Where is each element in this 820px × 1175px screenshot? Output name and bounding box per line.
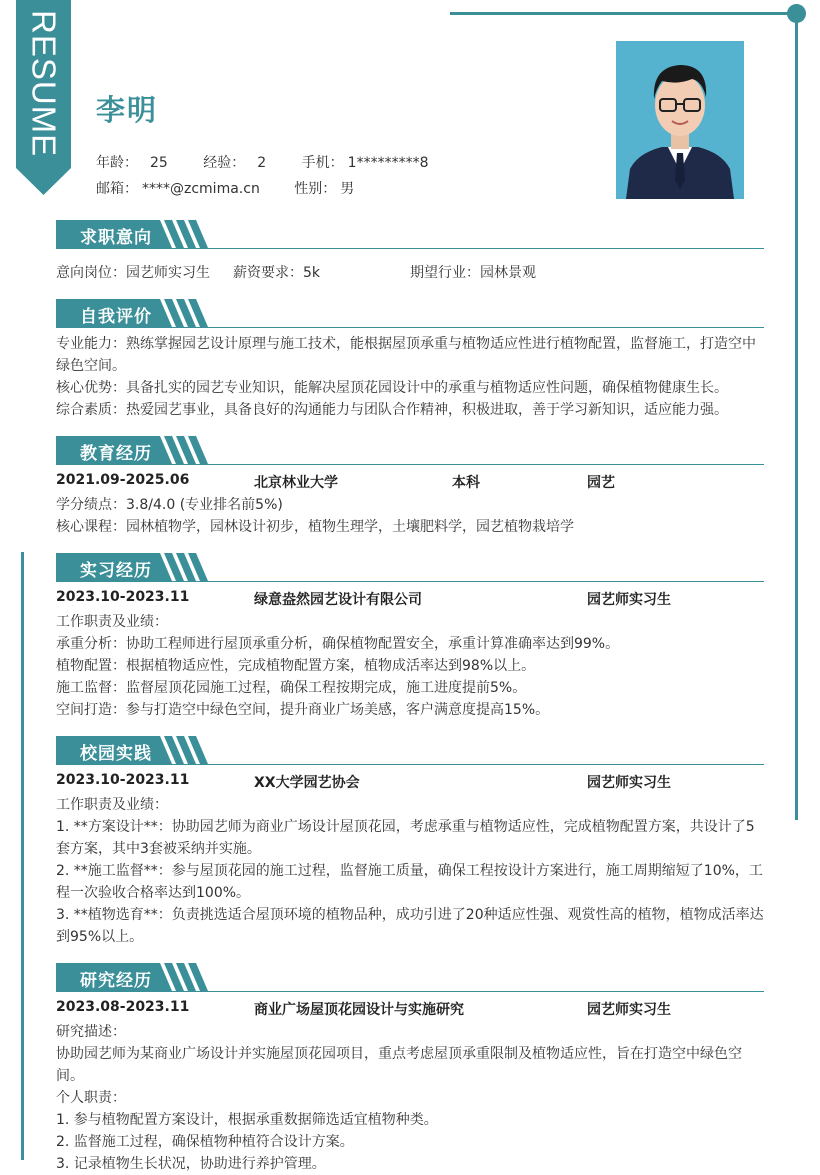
right-decor-line (795, 15, 798, 820)
section-rule (56, 248, 764, 249)
education-details (56, 494, 766, 538)
section-header-internship (56, 553, 764, 583)
research-line: 协助园艺师为某商业广场设计并实施屋顶花园项目，重点考虑屋顶承重限制及植物适应性，旨在打造空中绿色空间。 (56, 1046, 742, 1084)
campus-line: 1. **方案设计**：协助园艺师为商业广场设计屋顶花园，考虑承重与植物适应性，完成植物配置方案，共设计了5套方案，其中3套被采纳并实施。 (56, 819, 755, 857)
left-decor-line (21, 552, 24, 1160)
education-entry-row (56, 472, 764, 494)
internship-line: 空间打造：参与打造空中绿色空间，提升商业广场美感，客户满意度提高15%。 (56, 702, 550, 718)
intent-salary: 薪资要求：5k (233, 265, 321, 281)
education-line: 学分绩点：3.8/4.0 (专业排名前5%) (56, 497, 283, 513)
internship-line: 施工监督：监督屋顶花园施工过程，确保工程按期完成，施工进度提前5%。 (56, 680, 527, 696)
education-date: 2021.09-2025.06 (56, 472, 190, 488)
campus-org: XX大学园艺协会 (254, 775, 360, 791)
internship-line: 承重分析：协助工程师进行屋顶承重分析，确保植物配置安全，承重计算准确率达到99%。 (56, 636, 620, 652)
research-entry-row (56, 999, 764, 1021)
internship-line: 工作职责及业绩： (56, 614, 168, 630)
self-eval-line: 专业能力：熟练掌握园艺设计原理与施工技术，能根据屋顶承重与植物适应性进行植物配置，监督施工，打造空中绿色空间。 (56, 336, 756, 374)
self-eval-line: 综合素质：热爱园艺事业，具备良好的沟通能力与团队合作精神，积极进取，善于学习新知识，适应能力强。 (56, 402, 728, 418)
campus-line: 2. **施工监督**：参与屋顶花园的施工过程，监督施工质量，确保工程按设计方案进行，施工周期缩短了10%，工程一次验收合格率达到100%。 (56, 863, 763, 901)
research-line: 个人职责： (56, 1090, 126, 1106)
phone-label: 手机： (301, 155, 344, 171)
research-date: 2023.08-2023.11 (56, 999, 190, 1015)
education-school: 北京林业大学 (254, 475, 338, 491)
profile-photo (616, 41, 744, 199)
education-major: 园艺 (587, 475, 615, 491)
self-eval-line: 核心优势：具备扎实的园艺专业知识，能解决屋顶花园设计中的承重与植物适应性问题，确保植物健康生长。 (56, 380, 728, 396)
internship-line: 植物配置：根据植物适应性，完成植物配置方案，植物成活率达到98%以上。 (56, 658, 536, 674)
top-decor-line (450, 12, 796, 15)
section-rule (56, 991, 764, 992)
internship-role: 园艺师实习生 (587, 592, 671, 608)
gender-value: 男 (340, 181, 355, 197)
section-rule (56, 327, 764, 328)
email-label: 邮箱： (96, 181, 138, 197)
person-avatar-icon (616, 41, 744, 199)
self-eval-block (56, 333, 766, 421)
section-rule (56, 764, 764, 765)
section-title-research: 研究经历 (80, 971, 152, 991)
section-title-self-eval: 自我评价 (80, 307, 152, 327)
profile-row-1 (96, 152, 428, 172)
campus-entry-row (56, 772, 764, 794)
age-value: 25 (150, 155, 168, 171)
campus-line: 工作职责及业绩： (56, 797, 168, 813)
phone-value: 1*********8 (347, 155, 429, 171)
experience-value: 2 (257, 155, 267, 171)
education-degree: 本科 (452, 475, 480, 491)
section-title-intent: 求职意向 (80, 228, 152, 248)
education-line: 核心课程：园林植物学，园林设计初步，植物生理学，土壤肥料学，园艺植物栽培学 (56, 519, 574, 535)
research-line: 3. 记录植物生长状况，协助进行养护管理。 (56, 1156, 326, 1172)
section-title-campus: 校园实践 (80, 744, 152, 764)
research-project: 商业广场屋顶花园设计与实施研究 (254, 1002, 464, 1018)
section-rule (56, 464, 764, 465)
research-line: 2. 监督施工过程，确保植物种植符合设计方案。 (56, 1134, 354, 1150)
section-header-education (56, 436, 764, 466)
gender-label: 性别： (294, 181, 337, 197)
section-header-intent (56, 220, 764, 250)
research-line: 研究描述： (56, 1024, 126, 1040)
internship-date: 2023.10-2023.11 (56, 589, 190, 605)
research-role: 园艺师实习生 (587, 1002, 671, 1018)
campus-line: 3. **植物选育**：负责挑选适合屋顶环境的植物品种，成功引进了20种适应性强、观赏性高的植物，植物成活率达到95%以上。 (56, 907, 764, 945)
internship-entry-row (56, 589, 764, 611)
age-label: 年龄： (96, 155, 138, 171)
intent-position: 意向岗位：园艺师实习生 (56, 265, 210, 281)
section-header-self-eval (56, 299, 764, 329)
profile-row-2 (96, 178, 354, 198)
section-rule (56, 581, 764, 582)
resume-ribbon-label (16, 0, 71, 168)
section-header-campus (56, 736, 764, 766)
internship-details (56, 611, 766, 721)
section-title-internship: 实习经历 (80, 561, 152, 581)
campus-date: 2023.10-2023.11 (56, 772, 190, 788)
resume-ribbon-text: RESUME (25, 10, 63, 158)
experience-label: 经验： (203, 155, 246, 171)
campus-details (56, 794, 766, 948)
research-line: 1. 参与植物配置方案设计，根据承重数据筛选适宜植物种类。 (56, 1112, 438, 1128)
internship-company: 绿意盎然园艺设计有限公司 (254, 592, 422, 608)
candidate-name: 李明 (96, 93, 159, 127)
intent-industry: 期望行业：园林景观 (410, 265, 536, 281)
research-details (56, 1021, 766, 1175)
campus-role: 园艺师实习生 (587, 775, 671, 791)
section-header-research (56, 963, 764, 993)
section-title-education: 教育经历 (80, 444, 152, 464)
email-value: ****@zcmima.cn (142, 181, 260, 197)
